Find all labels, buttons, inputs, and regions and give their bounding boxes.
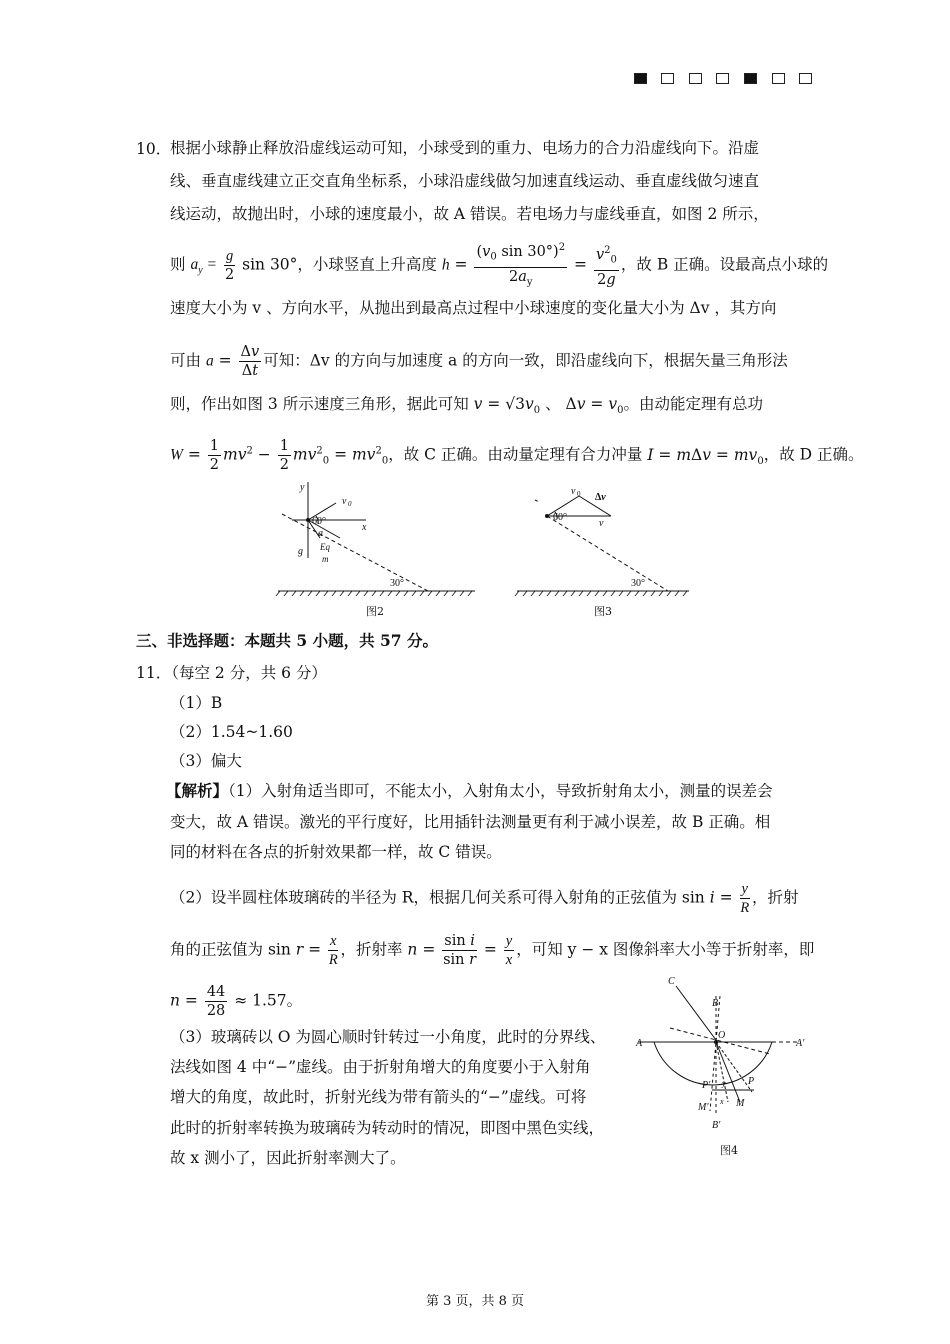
svg-text:M′: M′ [698, 1102, 709, 1113]
q11-p3-line-4: 此时的折射率转换为玻璃砖为转动时的情况，即图中黑色实线， [170, 1119, 605, 1137]
figure-4 [630, 966, 820, 1134]
q10-line-2: 线、垂直虚线建立正交直角坐标系，小球沿虚线做匀加速直线运动、垂直虚线做匀速直 [170, 172, 760, 190]
svg-text:0: 0 [577, 490, 581, 498]
q10-line-8: W = $\frac{1}{2}$ $mv^2$ − $\frac{1}{2}$ $mv^2_0 = mv^2_0$，故 C 正确。由动量定理有合力冲量 $I = m\Delta v = mv_0$，故 D 正确。 [170, 438, 864, 473]
q11-analysis-line-3: 同的材料在各点的折射效果都一样，故 C 错误。 [170, 843, 502, 861]
q11-p3-line-1: （3）玻璃砖以 O 为圆心顺时针转过一小角度，此时的分界线、 [170, 1028, 606, 1046]
progress-square [661, 73, 674, 84]
q10-line-5: 速度大小为 v 、方向水平，从抛出到最高点过程中小球速度的变化量大小为 Δv ，其方向 [170, 299, 777, 317]
svg-text:O: O [718, 1030, 726, 1041]
dashed-path [547, 516, 668, 591]
svg-text:0: 0 [348, 500, 352, 508]
q11-p2-line-1: （2）设半圆柱体玻璃砖的半径为 R，根据几何关系可得入射角的正弦值为 sin i = $\frac{y}{R}$ ，折射 [170, 881, 799, 916]
svg-text:60°: 60° [553, 512, 567, 523]
formula-a: $\frac{\Delta v}{\Delta t}$ [240, 344, 260, 379]
page-number: 第 3 页，共 8 页 [425, 1294, 525, 1309]
svg-text:v: v [342, 496, 347, 507]
incident-ray [676, 986, 719, 1040]
q11-analysis-line-2: 变大，故 A 错误。激光的平行度好，比用插针法测量更有利于减小误差，故 B 正确。相 [170, 813, 771, 831]
q10-line-1: 根据小球静止释放沿虚线运动可知，小球受到的重力、电场力的合力沿虚线向下。沿虚 [170, 139, 760, 157]
figure-2-caption: 图2 [366, 605, 384, 618]
refracted-ray [716, 1042, 740, 1102]
ball [306, 518, 310, 522]
svg-text:Δv: Δv [595, 492, 606, 503]
svg-text:y: y [300, 482, 305, 493]
q11-p3-line-2: 法线如图 4 中“−”虚线。由于折射角增大的角度要小于入射角 [170, 1058, 591, 1076]
dashed-path [282, 514, 428, 591]
figure-2 [270, 478, 480, 596]
q11-answer-2: （2）1.54~1.60 [170, 723, 293, 741]
svg-text:60°: 60° [312, 516, 326, 527]
q11-p2-line-2: 角的正弦值为 sin r = $\frac{x}{R}$ ，折射率 n = $\frac{\text{sin i}}{\text{sin r}}$ = $\frac{y}{x}$ ，可知 y − x 图像斜率大小等于折射率，即 [170, 933, 815, 968]
q11-analysis-line-1: 【解析】（1）入射角适当即可，不能太小，入射角太小，导致折射角太小，测量的误差会 [166, 781, 773, 800]
svg-text:30°: 30° [631, 578, 645, 589]
svg-text:P: P [748, 1076, 755, 1087]
svg-text:B′: B′ [712, 1120, 721, 1131]
progress-square [689, 73, 702, 84]
progress-square [799, 73, 812, 84]
svg-text:A′: A′ [796, 1038, 805, 1049]
question-number: 10． [136, 140, 172, 158]
formula-v: $v = √3v_0$ 、 $\Delta v = v_0$ [473, 395, 624, 417]
ground-hatching [276, 591, 472, 596]
svg-text:P′: P′ [702, 1080, 711, 1091]
svg-text:M: M [736, 1098, 745, 1109]
q11-p3-line-5: 故 x 测小了，因此折射率测大了。 [170, 1149, 406, 1167]
q10-line-7: 则，作出如图 3 所示速度三角形，据此可知 $v = √3v_0$ 、 $\Delta v = v_0$。由动能定理有总功 [170, 395, 763, 417]
q11-p3-line-3: 增大的角度，故此时，折射光线为带有箭头的“−”虚线。可将 [170, 1088, 587, 1106]
svg-text:g: g [298, 546, 303, 557]
ball [545, 514, 549, 518]
q11-header: 11．（每空 2 分，共 6 分） [136, 664, 327, 682]
svg-text:Eq: Eq [320, 542, 330, 552]
analysis-tag: 【解析】 [166, 781, 229, 800]
svg-text:v: v [571, 486, 576, 497]
semicircle [654, 1042, 772, 1085]
svg-text:x: x [362, 522, 367, 533]
q11-p2-line-3: n = $\frac{44}{28}$ ≈ 1.57。 [170, 984, 303, 1019]
formula-h: $\frac{(v_0 \sin 30^\circ)^2}{2a_y}$ [474, 239, 567, 292]
svg-text:a: a [318, 528, 323, 539]
figure-3 [513, 482, 693, 596]
progress-square-filled [744, 73, 757, 84]
svg-text:x: x [720, 1097, 724, 1106]
ground-hatching [515, 591, 687, 596]
progress-square-filled [634, 73, 647, 84]
progress-square [716, 73, 729, 84]
q10-line-4: 则 $a_y$ = $\frac{g}{2}$ sin 30°，小球竖直上升高度 h = $\frac{(v_0 \sin 30^\circ)^2}{2a_y}$ = $\frac{v^2_0}{2g}$ ，故 B 正确。设最高点小球的 [170, 239, 828, 292]
svg-text:C: C [668, 976, 675, 987]
svg-text:m: m [322, 554, 329, 564]
q11-answer-3: （3）偏大 [170, 752, 242, 770]
formula-impulse: $I = m\Delta v = mv_0$ [647, 445, 764, 467]
svg-text:v: v [599, 518, 604, 529]
svg-text:30°: 30° [390, 578, 404, 589]
q10-line-3: 线运动，故抛出时，小球的速度最小，故 A 错误。若电场力与虚线垂直，如图 2 所示， [170, 205, 769, 223]
q11-answer-1: （1）B [170, 694, 223, 712]
svg-text:A: A [636, 1038, 643, 1049]
section-heading: 三、非选择题：本题共 5 小题，共 57 分。 [136, 631, 438, 650]
figure-3-caption: 图3 [594, 605, 612, 618]
progress-square [772, 73, 785, 84]
svg-text:y: y [722, 1079, 726, 1088]
figure-4-caption: 图4 [720, 1144, 738, 1157]
formula-ay: $a_y$ = [190, 256, 217, 277]
svg-text:B: B [712, 998, 719, 1009]
q10-line-6: 可由 a = $\frac{\Delta v}{\Delta t}$ 可知：Δv 的方向与加速度 a 的方向一致，即沿虚线向下，根据矢量三角形法 [170, 344, 788, 379]
